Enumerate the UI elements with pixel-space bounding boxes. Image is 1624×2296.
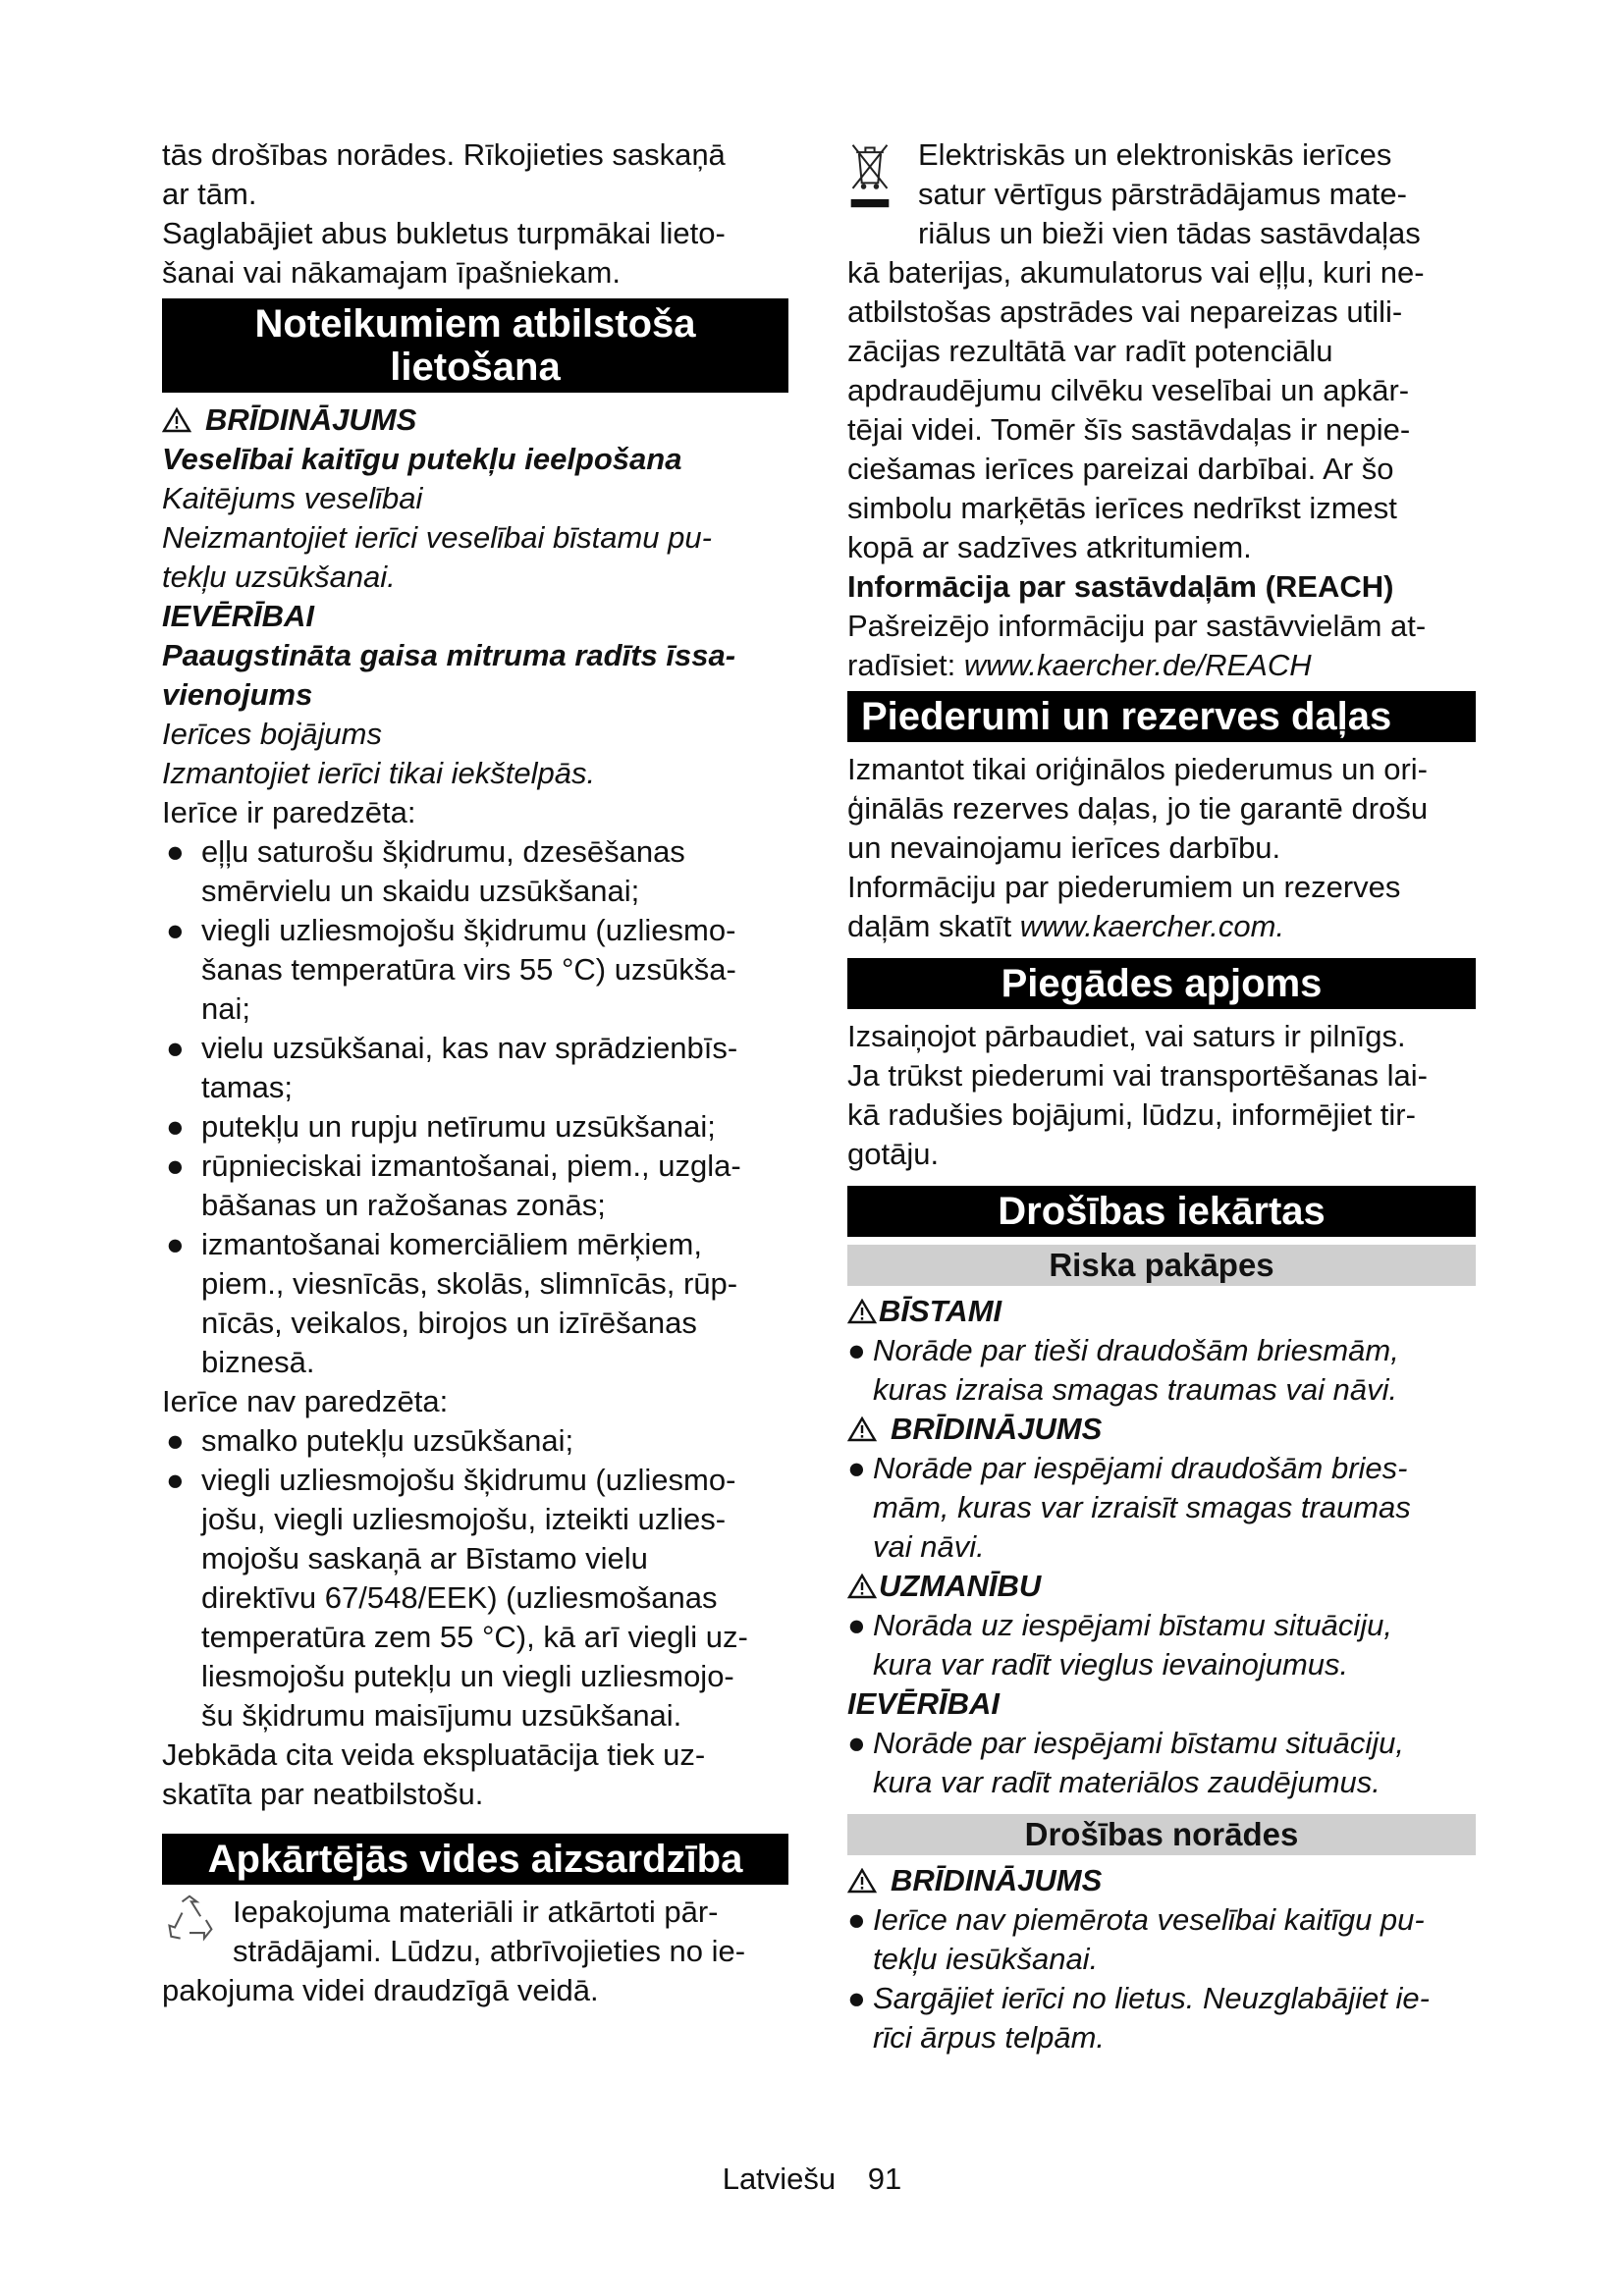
warning-triangle-icon bbox=[847, 1574, 877, 1599]
page-footer bbox=[0, 2160, 1624, 2199]
heading-line: lietošana bbox=[390, 346, 561, 389]
reach-text: Pašreizējo informāciju par sastāvvielām at- bbox=[847, 609, 1427, 643]
intended-label: Ierīce ir paredzēta: bbox=[162, 795, 416, 829]
accessories-text: un nevainojamu ierīces darbību. bbox=[847, 830, 1281, 865]
notice-title: vienojums bbox=[162, 677, 313, 712]
list-item: ● Sargājiet ierīci no lietus. Neuzglabājiet ie- rīci ārpus telpām. bbox=[847, 1981, 1430, 2055]
list-item: ● Norāde par tieši draudošām briesmām, kuras izraisa smagas traumas vai nāvi. bbox=[847, 1333, 1399, 1407]
intro-line: tās drošības norādes. Rīkojieties saskaņā bbox=[162, 137, 726, 172]
reach-text: radīsiet: www.kaercher.de/REACH bbox=[847, 648, 1312, 682]
notice-label: IEVĒRĪBAI bbox=[847, 1686, 1001, 1721]
warning-title: Veselībai kaitīgu putekļu ieelpošana bbox=[162, 442, 682, 476]
list-item: ● smalko putekļu uzsūkšanai; bbox=[166, 1423, 574, 1458]
weee-text: zācijas rezultātā var radīt potenciālu bbox=[847, 334, 1333, 368]
not-intended-label: Ierīce nav paredzēta: bbox=[162, 1384, 449, 1418]
weee-text: simbolu marķētās ierīces nedrīkst izmest bbox=[847, 491, 1397, 525]
section-heading-intended-use bbox=[162, 298, 788, 393]
list-item: ● rūpnieciskai izmantošanai, piem., uzgla- bāšanas un ražošanas zonās; bbox=[166, 1148, 741, 1222]
list-item: ● eļļu saturošu šķidrumu, dzesēšanas smērvielu un skaidu uzsūkšanai; bbox=[166, 834, 685, 908]
warning-triangle-icon bbox=[847, 1416, 877, 1442]
list-item: ● vielu uzsūkšanai, kas nav sprādzienbīs- tamas; bbox=[166, 1031, 738, 1104]
list-item: ● Norāda uz iespējami bīstamu situāciju, kura var radīt vieglus ievainojumus. bbox=[847, 1608, 1392, 1682]
weee-block bbox=[847, 135, 1476, 567]
accessories-text: ģinālās rezerves daļas, jo tie garantē drošu bbox=[847, 791, 1429, 826]
weee-text: tējai videi. Tomēr šīs sastāvdaļas ir nepie- bbox=[847, 412, 1411, 447]
kaercher-link[interactable]: www.kaercher.com. bbox=[1019, 909, 1285, 943]
section-heading-scope-of-delivery: Piegādes apjoms bbox=[847, 958, 1476, 1009]
list-item: ● izmantošanai komerciāliem mērķiem, piem., viesnīcās, skolās, slimnīcās, rūp- nīcās, veikalos, birojos un izīrēšanas biznesā. bbox=[166, 1227, 738, 1379]
notice-title: Paaugstināta gaisa mitruma radīts īssa- bbox=[162, 638, 736, 672]
other-use-text: skatīta par neatbilstošu. bbox=[162, 1777, 484, 1811]
accessories-text: daļām skatīt www.kaercher.com. bbox=[847, 909, 1285, 943]
environment-text: pakojuma videi draudzīgā veidā. bbox=[162, 1973, 599, 2007]
weee-text: kā baterijas, akumulatorus vai eļļu, kuri ne- bbox=[847, 255, 1425, 290]
delivery-text: kā radušies bojājumi, lūdzu, informējiet tir- bbox=[847, 1097, 1416, 1132]
safety-list bbox=[847, 1900, 1476, 2057]
list-item: ● Norāde par iespējami bīstamu situāciju, kura var radīt materiālos zaudējumus. bbox=[847, 1726, 1405, 1799]
intro-line: ar tām. bbox=[162, 177, 257, 211]
weee-text: Elektriskās un elektroniskās ierīces bbox=[918, 137, 1392, 172]
notice-label: IEVĒRĪBAI bbox=[162, 599, 315, 633]
left-column bbox=[162, 135, 788, 2010]
section-heading-accessories: Piederumi un rezerves daļas bbox=[847, 691, 1476, 742]
caution-list bbox=[847, 1606, 1476, 1684]
list-item: ● Norāde par iespējami draudošām bries- mām, kuras var izraisīt smagas traumas vai nāvi. bbox=[847, 1451, 1411, 1564]
warning-list bbox=[847, 1449, 1476, 1567]
weee-text: riālus un bieži vien tādas sastāvdaļas bbox=[918, 216, 1421, 250]
warning-label-row: BRĪDINĀJUMS bbox=[847, 1410, 1476, 1449]
reach-title: Informācija par sastāvdaļām (REACH) bbox=[847, 569, 1394, 604]
weee-text: atbilstošas apstrādes vai nepareizas utili- bbox=[847, 294, 1403, 329]
delivery-text: Ja trūkst piederumi vai transportēšanas lai- bbox=[847, 1058, 1428, 1093]
list-item: ● viegli uzliesmojošu šķidrumu (uzliesmo- šanas temperatūra virs 55 °C) uzsūkša- nai; bbox=[166, 913, 736, 1026]
list-item: ● viegli uzliesmojošu šķidrumu (uzliesmo- jošu, viegli uzliesmojošu, izteikti uzlies- mojošu saskaņā ar Bīstamo vielu direktīvu 67/548/EEK) (uzliesmošanas temperatūra zem 55 °C), kā arī viegli uz- liesmojošu putekļu un viegli uzliesmojo- šu šķidrumu maisījumu uzsūkšanai. bbox=[166, 1463, 748, 1733]
warning-triangle-icon bbox=[847, 1868, 877, 1894]
danger-label-row: BĪSTAMI bbox=[847, 1292, 1476, 1331]
warning-triangle-icon bbox=[162, 407, 191, 433]
accessories-text: Izmantot tikai oriģinālos piederumus un ori- bbox=[847, 752, 1428, 786]
weee-text: apdraudējumu cilvēku veselībai un apkār- bbox=[847, 373, 1410, 407]
warning-label: BRĪDINĀJUMS bbox=[205, 402, 417, 437]
weee-text: ciešamas ierīces pareizai darbībai. Ar šo bbox=[847, 452, 1394, 486]
subheading-safety-instructions: Drošības norādes bbox=[847, 1814, 1476, 1855]
notice-list bbox=[847, 1724, 1476, 1802]
section-heading-environment: Apkārtējās vides aizsardzība bbox=[162, 1834, 788, 1885]
recycling-block bbox=[162, 1893, 788, 2010]
intro-line: Saglabājiet abus bukletus turpmākai lieto- bbox=[162, 216, 726, 250]
not-intended-list bbox=[162, 1421, 788, 1735]
danger-list bbox=[847, 1331, 1476, 1410]
subheading-risk-levels: Riska pakāpes bbox=[847, 1245, 1476, 1286]
caution-label-row: UZMANĪBU bbox=[847, 1567, 1476, 1606]
right-column bbox=[847, 135, 1476, 2057]
accessories-text: Informāciju par piederumiem un rezerves bbox=[847, 870, 1401, 904]
delivery-text: Izsaiņojot pārbaudiet, vai saturs ir pilnīgs. bbox=[847, 1019, 1406, 1053]
warning-triangle-icon bbox=[847, 1299, 877, 1324]
footer-language: Latviešu bbox=[722, 2162, 837, 2196]
intended-list bbox=[162, 832, 788, 1382]
recycling-icon bbox=[162, 1893, 217, 1948]
other-use-text: Jebkāda cita veida ekspluatācija tiek uz- bbox=[162, 1737, 706, 1772]
warning-label-row bbox=[162, 400, 788, 440]
environment-text: strādājami. Lūdzu, atbrīvojieties no ie- bbox=[233, 1934, 746, 1968]
intro-line: šanai vai nākamajam īpašniekam. bbox=[162, 255, 621, 290]
notice-text: Ierīces bojājums bbox=[162, 717, 382, 751]
weee-text: satur vērtīgus pārstrādājamus mate- bbox=[918, 177, 1407, 211]
weee-text: kopā ar sadzīves atkritumiem. bbox=[847, 530, 1252, 564]
environment-text: Iepakojuma materiāli ir atkārtoti pār- bbox=[233, 1895, 719, 1929]
warning-text: Kaitējums veselībai bbox=[162, 481, 423, 515]
heading-line: Noteikumiem atbilstoša bbox=[254, 302, 696, 346]
crossed-bin-icon bbox=[847, 139, 893, 212]
list-item: ● Ierīce nav piemērota veselībai kaitīgu pu- tekļu iesūkšanai. bbox=[847, 1902, 1425, 1976]
delivery-text: gotāju. bbox=[847, 1137, 940, 1171]
notice-text: Izmantojiet ierīci tikai iekštelpās. bbox=[162, 756, 596, 790]
reach-link[interactable]: www.kaercher.de/REACH bbox=[963, 648, 1312, 682]
warning-text: tekļu uzsūkšanai. bbox=[162, 560, 396, 594]
section-heading-safety-devices: Drošības iekārtas bbox=[847, 1186, 1476, 1237]
page-number: 91 bbox=[867, 2162, 902, 2196]
warning-label-row: BRĪDINĀJUMS bbox=[847, 1861, 1476, 1900]
warning-text: Neizmantojiet ierīci veselībai bīstamu pu- bbox=[162, 520, 712, 555]
list-item: ● putekļu un rupju netīrumu uzsūkšanai; bbox=[166, 1109, 716, 1144]
